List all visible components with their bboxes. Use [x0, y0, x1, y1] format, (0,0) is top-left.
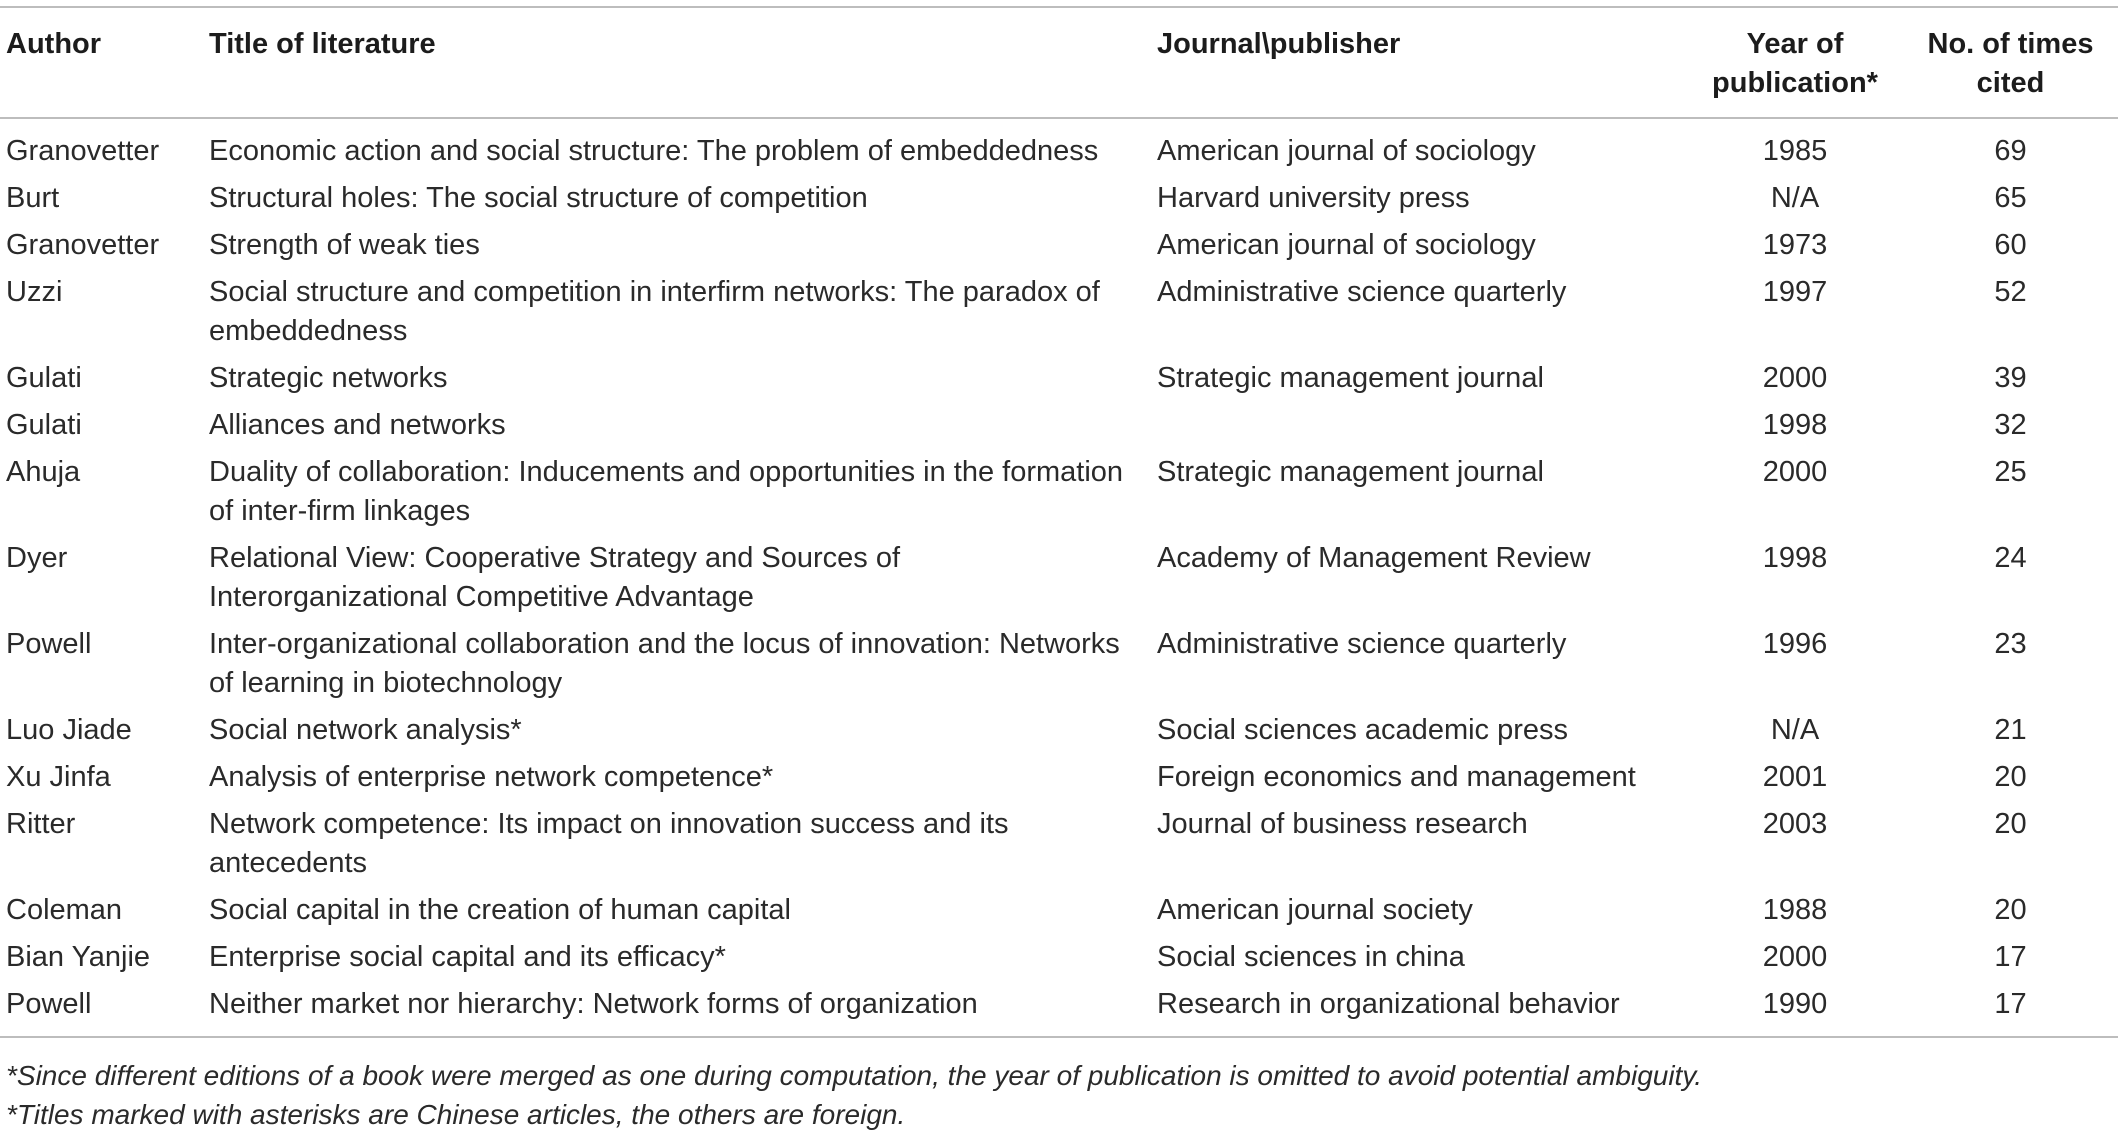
table-row [0, 118, 2118, 175]
cell-journal: American journal of sociology [1157, 229, 1536, 261]
footnote-asterisk: *Titles marked with asterisks are Chinese articles, the others are foreign. [6, 1099, 906, 1130]
cell-cited: 39 [1994, 362, 2027, 394]
cell-title: Alliances and networks [209, 409, 506, 441]
cell-title: Network competence: Its impact on innovation success and its antecedents [209, 808, 1009, 879]
table-row [0, 535, 2118, 621]
header-title: Title of literature [203, 7, 1151, 118]
header-cited: No. of times cited [1903, 7, 2118, 118]
table-row [0, 269, 2118, 355]
cell-author: Uzzi [6, 276, 63, 308]
cell-author: Luo Jiade [6, 714, 132, 746]
cell-cited: 69 [1994, 135, 2027, 167]
cell-author: Granovetter [6, 135, 160, 167]
cell-year: 1985 [1762, 135, 1828, 167]
cell-title: Analysis of enterprise network competence* [209, 761, 774, 793]
table-row [0, 222, 2118, 269]
cell-journal: Social sciences academic press [1157, 714, 1569, 746]
header-row [0, 7, 2118, 118]
cell-journal: Journal of business research [1157, 808, 1528, 840]
cell-author: Powell [0, 981, 203, 1037]
cell-year: 1973 [1762, 229, 1828, 261]
cell-title: Relational View: Cooperative Strategy and Sources of Interorganizational Competitive Advantage [209, 542, 901, 613]
cell-journal: American journal of sociology [1157, 135, 1536, 167]
cell-title: Structural holes: The social structure of competition [209, 182, 868, 214]
cell-year: 1997 [1762, 276, 1828, 308]
footnotes [6, 1056, 1702, 1134]
table-header [0, 7, 2118, 118]
cell-cited: 23 [1994, 628, 2027, 660]
table-row [0, 449, 2118, 535]
cell-cited: 52 [1994, 276, 2027, 308]
table-row [0, 621, 2118, 707]
header-journal: Journal\publisher [1151, 7, 1687, 118]
cell-cited: 20 [1994, 808, 2027, 840]
cell-author: Granovetter [6, 229, 160, 261]
cell-year: 2000 [1762, 362, 1828, 394]
cell-year: N/A [1770, 714, 1820, 746]
cell-author: Gulati [6, 409, 82, 441]
cell-title: Strength of weak ties [209, 229, 480, 261]
cell-author: Powell [6, 628, 92, 660]
cell-title: Social network analysis* [209, 714, 522, 746]
table-row [0, 175, 2118, 222]
cell-cited: 20 [1994, 894, 2027, 926]
cell-journal: Administrative science quarterly [1157, 628, 1567, 660]
cell-cited: 17 [1903, 981, 2118, 1037]
cell-cited: 24 [1994, 542, 2027, 574]
cell-author: Burt [6, 182, 60, 214]
cell-cited: 60 [1994, 229, 2027, 261]
cell-year: 1990 [1687, 981, 1903, 1037]
cell-cited: 65 [1994, 182, 2027, 214]
cell-year: N/A [1770, 182, 1820, 214]
cell-cited: 25 [1994, 456, 2027, 488]
table-row [0, 707, 2118, 754]
cell-author: Ahuja [6, 456, 81, 488]
cell-title: Neither market nor hierarchy: Network forms of organization [203, 981, 1151, 1037]
cell-author: Ritter [6, 808, 76, 840]
cell-year: 2000 [1762, 456, 1828, 488]
cell-title: Strategic networks [209, 362, 448, 394]
cell-year: 1998 [1762, 409, 1828, 441]
cell-journal: Strategic management journal [1157, 456, 1544, 488]
cell-year: 1988 [1762, 894, 1828, 926]
cell-year: 2001 [1762, 761, 1828, 793]
cell-year: 2000 [1762, 941, 1828, 973]
footnote-year: *Since different editions of a book were merged as one during computation, the year of publication is omitted to avoid potential ambiguity. [6, 1060, 1703, 1091]
cell-title: Enterprise social capital and its efficacy* [209, 941, 726, 973]
cell-title: Social capital in the creation of human capital [209, 894, 791, 926]
table-row [0, 402, 2118, 449]
table-row [0, 934, 2118, 981]
cell-cited: 20 [1994, 761, 2027, 793]
table-row [0, 355, 2118, 402]
header-year: Year of publication* [1687, 7, 1903, 118]
cell-author: Bian Yanjie [6, 941, 151, 973]
cell-title: Inter-organizational collaboration and the locus of innovation: Networks of learning in biotechnology [209, 628, 1120, 699]
cell-year: 1996 [1762, 628, 1828, 660]
cell-title: Economic action and social structure: The problem of embeddedness [209, 135, 1099, 167]
cell-year: 2003 [1762, 808, 1828, 840]
citation-table [0, 6, 2118, 1038]
cell-title: Duality of collaboration: Inducements and opportunities in the formation of inter-firm linkages [209, 456, 1124, 527]
cell-journal: Strategic management journal [1157, 362, 1544, 394]
cell-journal: Research in organizational behavior [1151, 981, 1687, 1037]
cell-author: Coleman [6, 894, 123, 926]
cell-journal [1151, 402, 1687, 449]
cell-journal: Administrative science quarterly [1157, 276, 1567, 308]
cell-cited: 17 [1994, 941, 2027, 973]
header-author: Author [0, 7, 203, 118]
cell-journal: Harvard university press [1157, 182, 1470, 214]
table-row [0, 754, 2118, 801]
cell-author: Dyer [6, 542, 68, 574]
cell-author: Xu Jinfa [6, 761, 111, 793]
table-row [0, 887, 2118, 934]
cell-year: 1998 [1762, 542, 1828, 574]
cell-journal: Academy of Management Review [1157, 542, 1591, 574]
cell-cited: 32 [1994, 409, 2027, 441]
cell-journal: Foreign economics and management [1157, 761, 1636, 793]
cell-cited: 21 [1994, 714, 2027, 746]
table-body [0, 118, 2118, 1037]
table-row [0, 981, 2118, 1037]
cell-journal: Social sciences in china [1157, 941, 1465, 973]
table-row [0, 801, 2118, 887]
cell-journal: American journal society [1157, 894, 1473, 926]
cell-author: Gulati [6, 362, 82, 394]
cell-title: Social structure and competition in interfirm networks: The paradox of embeddedness [209, 276, 1100, 347]
